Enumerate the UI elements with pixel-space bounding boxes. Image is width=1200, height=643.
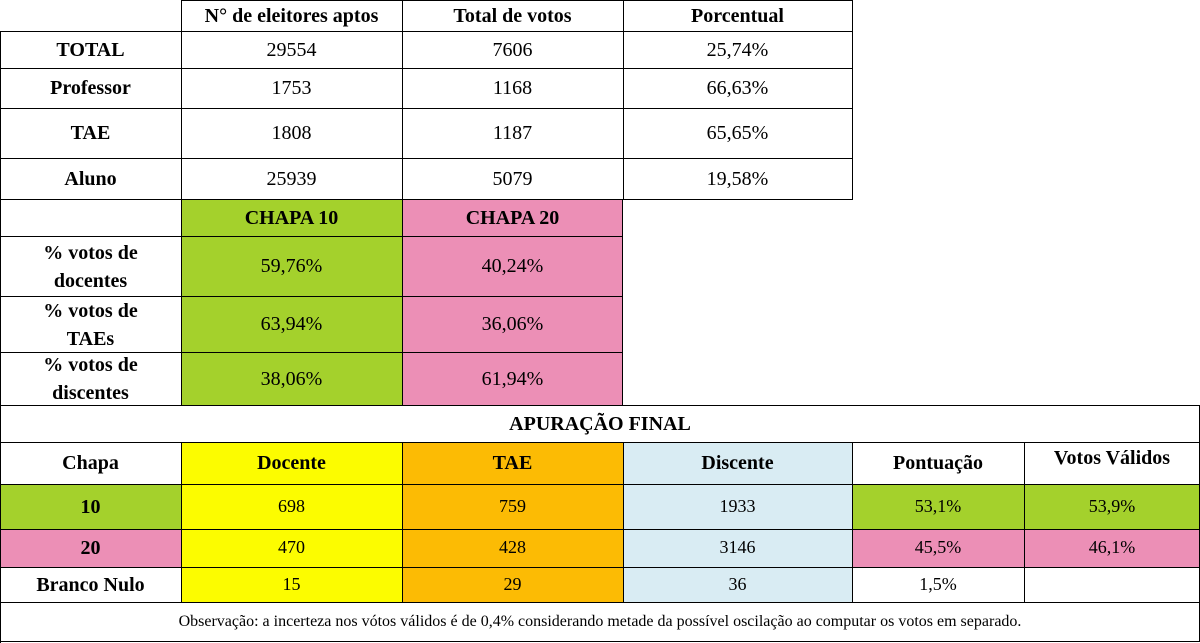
row-label-total: TOTAL (56, 38, 125, 61)
docentes-chapa10: 59,76% (260, 255, 323, 277)
row-chapa-20: 20 (80, 537, 101, 559)
total-aptos: 29554 (266, 38, 317, 61)
total-pct: 25,74% (706, 38, 769, 61)
total-votos: 7606 (492, 38, 533, 61)
chapa10-discente: 1933 (719, 495, 756, 516)
row-label-professor: Professor (50, 77, 131, 99)
label-line-1: % votos de (43, 354, 138, 376)
header-chapa: Chapa (62, 452, 119, 474)
row-label-docentes (0, 238, 181, 296)
professor-votos: 1168 (492, 77, 533, 99)
professor-pct: 66,63% (706, 77, 769, 99)
chapa20-pontuacao: 45,5% (914, 537, 962, 558)
chapa10-tae: 759 (499, 495, 526, 516)
chapa20-tae: 428 (499, 537, 526, 558)
chapa10-validos: 53,9% (1088, 495, 1136, 516)
row-label-aluno: Aluno (64, 167, 117, 190)
aluno-aptos: 25939 (266, 167, 317, 190)
branco-pontuacao: 1,5% (919, 573, 957, 594)
row-label-taes (0, 297, 181, 352)
observacao-note: Observação: a incerteza nos vótos válidos é de 0,4% considerando metade da possível oscilação ao computar os votos em separado. (0, 602, 1200, 641)
row-label-discentes (0, 353, 181, 405)
taes-chapa20: 36,06% (481, 313, 544, 335)
chapa20-validos: 46,1% (1088, 537, 1136, 558)
row-chapa-10: 10 (80, 495, 101, 518)
label-line-2: discentes (52, 382, 129, 404)
header-aptos: N° de eleitores aptos (204, 4, 379, 27)
header-docente: Docente (257, 452, 326, 474)
branco-validos (1024, 567, 1200, 602)
grid-line (0, 602, 1, 642)
docentes-chapa20: 40,24% (481, 255, 544, 277)
header-tae: TAE (492, 452, 533, 474)
grid-line (852, 0, 853, 199)
apuracao-title: APURAÇÃO FINAL (509, 412, 691, 435)
header-discente: Discente (701, 452, 774, 474)
discentes-chapa10: 38,06% (260, 367, 323, 390)
taes-chapa10: 63,94% (260, 313, 323, 335)
row-branco-nulo: Branco Nulo (36, 573, 145, 596)
label-line-1: % votos de (43, 299, 138, 322)
aluno-votos: 5079 (492, 167, 533, 190)
label-line-2: TAEs (66, 327, 115, 350)
header-porcentual: Porcentual (691, 4, 784, 27)
chapa20-docente: 470 (278, 537, 305, 558)
grid-line (0, 602, 1200, 603)
branco-docente: 15 (282, 573, 301, 594)
header-votos-validos: Votos Válidos (1053, 447, 1171, 469)
discentes-chapa20: 61,94% (481, 367, 544, 390)
tae-aptos: 1808 (271, 122, 312, 144)
aluno-pct: 19,58% (706, 167, 769, 190)
header-chapa10: CHAPA 10 (244, 207, 339, 229)
row-label-tae: TAE (70, 122, 111, 144)
professor-aptos: 1753 (271, 77, 312, 99)
label-line-1: % votos de (43, 242, 138, 264)
header-pontuacao: Pontuação (893, 452, 983, 474)
header-chapa20: CHAPA 20 (465, 207, 560, 229)
label-line-2: docentes (53, 270, 128, 292)
branco-discente: 36 (728, 573, 747, 594)
header-total-votos: Total de votos (453, 4, 572, 27)
branco-tae: 29 (503, 573, 522, 594)
tae-pct: 65,65% (706, 122, 769, 144)
chapa10-pontuacao: 53,1% (914, 495, 962, 516)
tae-votos: 1187 (492, 122, 533, 144)
chapa20-discente: 3146 (719, 537, 756, 558)
chapa10-docente: 698 (278, 495, 305, 516)
